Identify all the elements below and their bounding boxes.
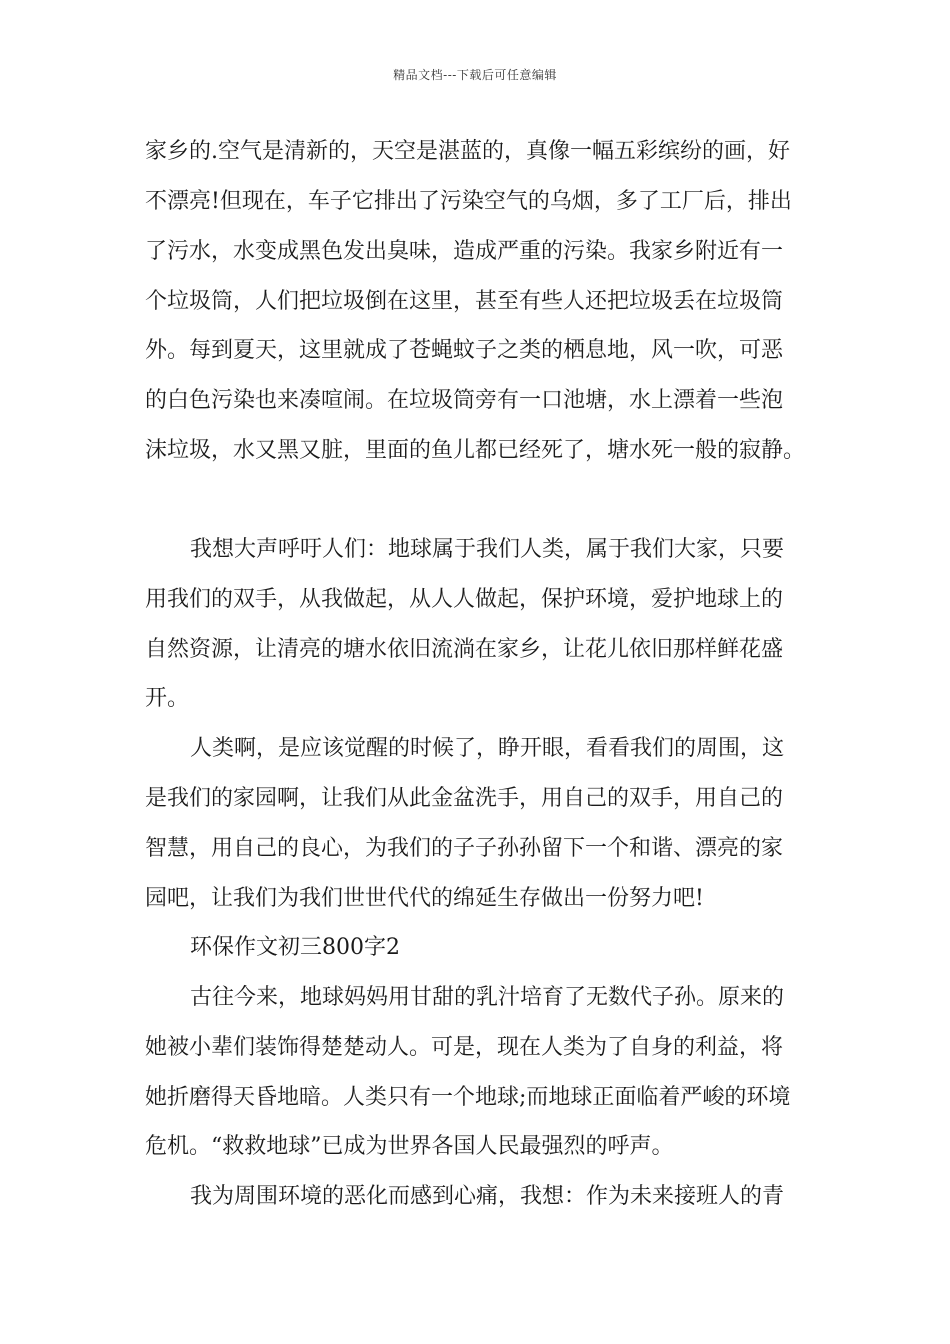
body-line: 外。每到夏天，这里就成了苍蝇蚊子之类的栖息地，风一吹，可恶	[145, 338, 784, 363]
body-line: 我想大声呼吁人们：地球属于我们人类，属于我们大家，只要	[190, 537, 785, 562]
body-line: 是我们的家园啊，让我们从此金盆洗手，用自己的双手，用自己的	[145, 786, 784, 811]
body-line: 危机。“救救地球”已成为世界各国人民最强烈的呼声。	[145, 1134, 674, 1159]
body-line: 智慧，用自己的良心，为我们的子子孙孙留下一个和谐、漂亮的家	[145, 836, 784, 861]
body-line: 的白色污染也来凑喧闹。在垃圾筒旁有一口池塘，水上漂着一些泡	[145, 388, 784, 413]
body-line: 古往今来，地球妈妈用甘甜的乳汁培育了无数代子孙。原来的	[190, 985, 785, 1010]
body-line: 自然资源，让清亮的塘水依旧流淌在家乡，让花儿依旧那样鲜花盛	[145, 637, 784, 662]
body-line: 不漂亮!但现在，车子它排出了污染空气的乌烟，多了工厂后，排出	[145, 189, 792, 214]
body-line: 她折磨得天昏地暗。人类只有一个地球;而地球正面临着严峻的环境	[145, 1085, 791, 1110]
body-line: 沫垃圾，水又黑又脏，里面的鱼儿都已经死了，塘水死一般的寂静。	[145, 438, 806, 463]
section-heading: 环保作文初三800字2	[190, 935, 400, 960]
body-line: 园吧，让我们为我们世世代代的绵延生存做出一份努力吧!	[145, 886, 704, 911]
body-line: 用我们的双手，从我做起，从人人做起，保护环境，爱护地球上的	[145, 587, 784, 612]
body-line: 家乡的.空气是清新的，天空是湛蓝的，真像一幅五彩缤纷的画，好	[145, 139, 790, 164]
body-line: 她被小辈们装饰得楚楚动人。可是，现在人类为了自身的利益，将	[145, 1035, 784, 1060]
body-line: 个垃圾筒，人们把垃圾倒在这里，甚至有些人还把垃圾丢在垃圾筒	[145, 289, 784, 314]
body-line: 我为周围环境的恶化而感到心痛，我想：作为未来接班人的青	[190, 1184, 785, 1209]
body-line: 开。	[145, 686, 190, 711]
body-line: 人类啊，是应该觉醒的时候了，睁开眼，看看我们的周围，这	[190, 736, 785, 761]
page-header: 精品文档---下载后可任意编辑	[393, 68, 557, 82]
body-line: 了污水，水变成黑色发出臭味，造成严重的污染。我家乡附近有一	[145, 239, 784, 264]
